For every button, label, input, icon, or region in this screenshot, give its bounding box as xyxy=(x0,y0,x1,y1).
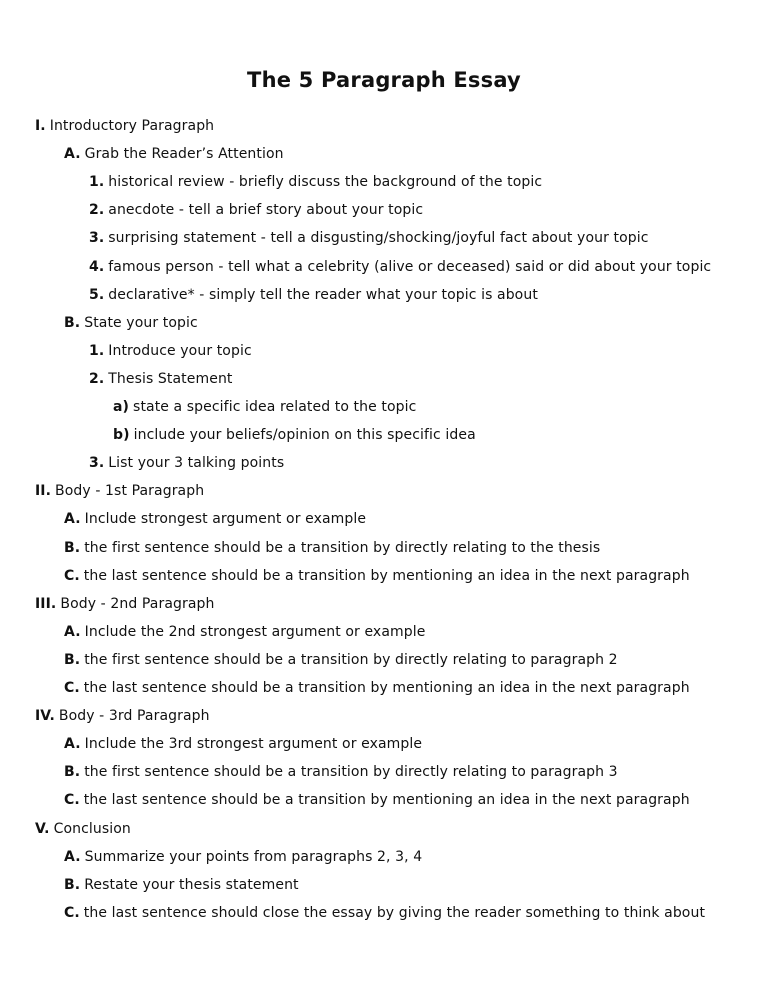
outline-marker: IV. xyxy=(35,708,55,724)
outline-marker: b) xyxy=(113,427,130,443)
outline-marker: II. xyxy=(35,483,52,499)
outline-text: Include the 3rd strongest argument or example xyxy=(84,736,423,752)
outline-item-level-1 xyxy=(35,482,204,500)
outline-marker: B. xyxy=(64,652,81,668)
outline-item-level-3 xyxy=(89,370,233,388)
outline-text: Summarize your points from paragraphs 2, 3, 4 xyxy=(84,849,423,865)
outline-marker: 2. xyxy=(89,202,105,218)
document-title: The 5 Paragraph Essay xyxy=(247,68,521,92)
outline-item-level-2 xyxy=(64,735,422,753)
outline-text: Conclusion xyxy=(53,821,131,837)
outline-item-level-2 xyxy=(64,848,422,866)
outline-text: Introduce your topic xyxy=(108,343,252,359)
outline-item-level-2 xyxy=(64,623,425,641)
outline-marker: B. xyxy=(64,540,81,556)
outline-item-level-2 xyxy=(64,763,618,781)
outline-text: the last sentence should be a transition by mentioning an idea in the next paragraph xyxy=(83,792,690,808)
outline-marker: A. xyxy=(64,511,81,527)
outline-item-level-3 xyxy=(89,258,711,276)
outline-item-level-2 xyxy=(64,679,690,697)
outline-text: the last sentence should be a transition by mentioning an idea in the next paragraph xyxy=(83,680,690,696)
outline-text: the first sentence should be a transition by directly relating to paragraph 2 xyxy=(84,652,618,668)
outline-text: the first sentence should be a transition by directly relating to the thesis xyxy=(84,540,601,556)
outline-marker: 3. xyxy=(89,230,105,246)
outline-marker: I. xyxy=(35,118,46,134)
outline-marker: C. xyxy=(64,680,80,696)
outline-item-level-2 xyxy=(64,791,690,809)
outline-marker: 4. xyxy=(89,259,105,275)
outline-item-level-2 xyxy=(64,651,618,669)
outline-item-level-2 xyxy=(64,567,690,585)
outline-text: historical review - briefly discuss the background of the topic xyxy=(108,174,543,190)
outline-text: the last sentence should be a transition by mentioning an idea in the next paragraph xyxy=(83,568,690,584)
outline-marker: 1. xyxy=(89,174,105,190)
outline-item-level-3 xyxy=(89,201,423,219)
outline-marker: V. xyxy=(35,821,50,837)
outline-text: Include strongest argument or example xyxy=(84,511,367,527)
outline-text: include your beliefs/opinion on this specific idea xyxy=(133,427,476,443)
outline-item-level-2 xyxy=(64,145,284,163)
outline-text: Restate your thesis statement xyxy=(84,877,299,893)
outline-item-level-3 xyxy=(89,229,649,247)
outline-marker: 1. xyxy=(89,343,105,359)
outline-marker: III. xyxy=(35,596,57,612)
outline-marker: B. xyxy=(64,877,81,893)
outline-marker: B. xyxy=(64,315,81,331)
outline-text: the first sentence should be a transition by directly relating to paragraph 3 xyxy=(84,764,618,780)
outline-item-level-4 xyxy=(113,398,416,416)
outline-item-level-1 xyxy=(35,707,210,725)
outline-text: State your topic xyxy=(84,315,198,331)
outline-text: Include the 2nd strongest argument or example xyxy=(84,624,426,640)
outline-text: Thesis Statement xyxy=(108,371,233,387)
outline-marker: 5. xyxy=(89,287,105,303)
outline-marker: 2. xyxy=(89,371,105,387)
outline-item-level-1 xyxy=(35,117,214,135)
outline-text: the last sentence should close the essay by giving the reader something to think about xyxy=(83,905,706,921)
outline-marker: A. xyxy=(64,849,81,865)
outline-marker: A. xyxy=(64,146,81,162)
outline-marker: C. xyxy=(64,792,80,808)
outline-item-level-2 xyxy=(64,876,299,894)
outline-item-level-2 xyxy=(64,510,366,528)
outline-marker: C. xyxy=(64,905,80,921)
outline-item-level-3 xyxy=(89,454,284,472)
outline-text: surprising statement - tell a disgusting/shocking/joyful fact about your topic xyxy=(108,230,649,246)
outline-text: anecdote - tell a brief story about your topic xyxy=(108,202,424,218)
outline-text: Body - 1st Paragraph xyxy=(55,483,205,499)
outline-text: List your 3 talking points xyxy=(108,455,285,471)
outline-item-level-3 xyxy=(89,173,542,191)
outline-text: Body - 2nd Paragraph xyxy=(60,596,215,612)
outline-marker: a) xyxy=(113,399,130,415)
outline-item-level-4 xyxy=(113,426,476,444)
outline-marker: A. xyxy=(64,736,81,752)
outline-item-level-2 xyxy=(64,904,705,922)
outline-text: Body - 3rd Paragraph xyxy=(58,708,210,724)
outline-item-level-2 xyxy=(64,314,198,332)
outline-item-level-1 xyxy=(35,595,214,613)
outline-text: Grab the Reader’s Attention xyxy=(84,146,284,162)
outline-text: declarative* - simply tell the reader what your topic is about xyxy=(108,287,538,303)
outline-marker: B. xyxy=(64,764,81,780)
outline-item-level-2 xyxy=(64,539,600,557)
outline-item-level-1 xyxy=(35,820,131,838)
outline-item-level-3 xyxy=(89,286,538,304)
outline-text: Introductory Paragraph xyxy=(49,118,215,134)
outline-marker: 3. xyxy=(89,455,105,471)
outline-item-level-3 xyxy=(89,342,252,360)
outline-marker: C. xyxy=(64,568,80,584)
outline-text: famous person - tell what a celebrity (alive or deceased) said or did about your topic xyxy=(108,259,712,275)
outline-text: state a specific idea related to the topic xyxy=(133,399,417,415)
outline-marker: A. xyxy=(64,624,81,640)
